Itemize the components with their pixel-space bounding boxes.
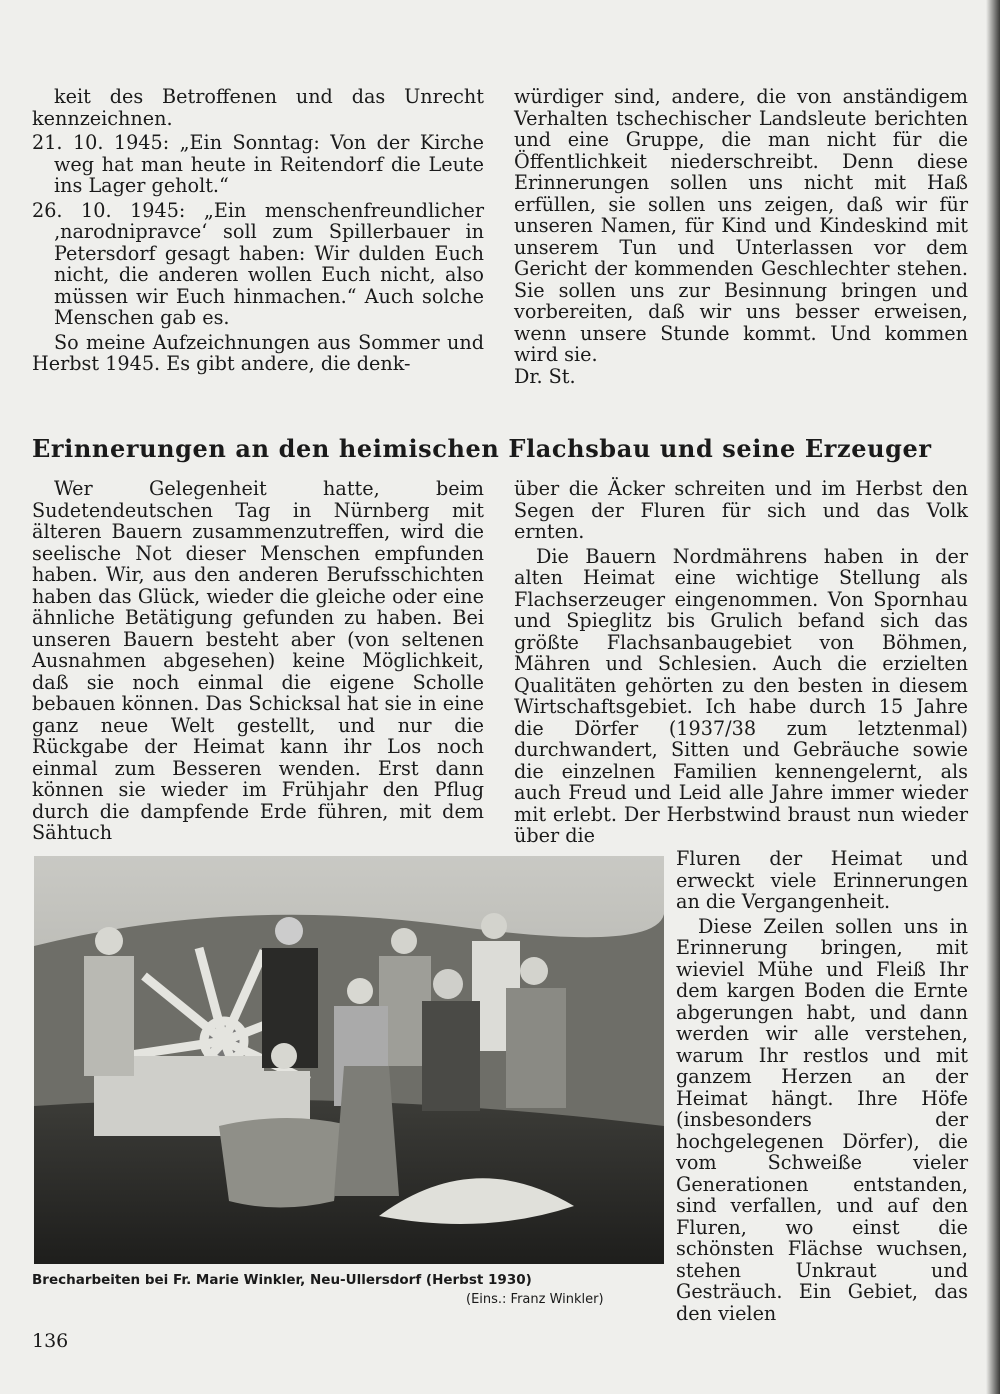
paragraph: Fluren der Heimat und erweckt viele Erinnerungen an die Vergangenheit. bbox=[676, 847, 968, 913]
photo-illustration bbox=[34, 856, 664, 1264]
diary-entry: 21. 10. 1945: „Ein Sonntag: Von der Kirche weg hat man heute in Reitendorf die Leute ins Lager geholt.“ bbox=[32, 131, 484, 197]
paragraph: Die Bauern Nordmährens haben in der alten Heimat eine wichtige Stellung als Flachserzeuger eingenommen. Von Spornhau und Spieglitz bis Grulich befand sich das größte Flachsanbaugebiet von Böhmen, Mähren und Schlesien. Auch die erzielten Qualitäten gehörten zu den besten in diesem Wirtschaftsgebiet. Ich habe durch 15 Jahre die Dörfer (1937/38 zum letztenmal) durchwandert, Sitten und Gebräuche sowie die einzelnen Familien kennengelernt, als auch Freud und Leid alle Jahre immer wieder mit erlebt. Der Herbstwind braust nun wieder über die bbox=[514, 544, 968, 847]
flax-sheaf bbox=[334, 1066, 399, 1196]
author-signature: Dr. St. bbox=[514, 364, 576, 388]
paragraph: So meine Aufzeichnungen aus Sommer und Herbst 1945. Es gibt andere, die denk- bbox=[32, 330, 484, 375]
narrow-right-column bbox=[676, 848, 968, 1324]
bottom-left-column bbox=[32, 478, 484, 844]
paragraph: Wer Gelegenheit hatte, beim Sudetendeutschen Tag in Nürnberg mit älteren Bauern zusammenzutreffen, wird die seelische Not dieser Menschen empfunden haben. Wir, aus den anderen Berufsschichten haben das Glück, wieder die gleiche oder eine ähnliche Betätigung gefunden zu haben. Bei unseren Bauern besteht aber (von seltenen Ausnahmen abgesehen) keine Möglichkeit, daß sie noch einmal die eigene Scholle bebauen können. Das Schicksal hat sie in eine ganz neue Welt gestellt, und nur die Rückgabe der Heimat kann ihr Los noch einmal zum Besseren wenden. Erst dann können sie wieder im Frühjahr den Pflug durch die dampfende Erde führen, mit dem Sähtuch bbox=[32, 477, 484, 844]
bottom-right-column bbox=[514, 478, 968, 847]
diary-entry: 26. 10. 1945: „Ein menschenfreundlicher ‚narodnipravce‘ soll zum Spillerbauer in Petersdorf gesagt haben: Wir dulden Euch nicht, die anderen wollen Euch nicht, also müssen wir Euch hinmachen.“ Auch solche Menschen gab es. bbox=[32, 198, 484, 329]
photo-farmers-flax-breaking bbox=[34, 856, 664, 1264]
basket bbox=[219, 1118, 344, 1208]
paragraph: würdiger sind, andere, die von anständigem Verhalten tschechischer Landsleute berichten und eine Gruppe, die man nicht für die Öffentlichkeit niederschreibt. Denn diese Erinnerungen sollen uns nicht mit Haß erfüllen, sie sollen uns zeigen, daß wir für unseren Namen, für Kind und Kindeskind mit unserem Tun und Unterlassen vor dem Gericht der kommenden Geschlechter stehen. Sie sollen uns zur Besinnung bringen und vorbereiten, daß wir uns besser erweisen, wenn unsere Stunde kommt. Und kommen wird sie. bbox=[514, 85, 968, 366]
paragraph: über die Äcker schreiten und im Herbst den Segen der Fluren für sich und das Volk ernten. bbox=[514, 477, 968, 543]
paragraph: Diese Zeilen sollen uns in Erinnerung bringen, mit wieviel Mühe und Fleiß Ihr dem kargen Boden die Ernte abgerungen habt, und dann werden wir alle verstehen, warum Ihr restlos und mit ganzem Herzen an der Heimat hängt. Ihre Höfe (insbesonders der hochgelegenen Dörfer), die vom Schweiße vieler Generationen entstanden, sind verfallen, und auf den Fluren, wo einst die schönsten Flächse wuchsen, stehen Unkraut und Gesträuch. Ein Gebiet, das den vielen bbox=[676, 914, 968, 1325]
top-right-column bbox=[514, 86, 968, 387]
page-edge-shadow bbox=[986, 0, 1000, 1394]
photo-caption: Brecharbeiten bei Fr. Marie Winkler, Neu-Ullersdorf (Herbst 1930) bbox=[32, 1272, 532, 1288]
paragraph: keit des Betroffenen und das Unrecht kennzeichnen. bbox=[32, 85, 484, 130]
top-left-column bbox=[32, 86, 484, 375]
article-title: Erinnerungen an den heimischen Flachsbau und seine Erzeuger bbox=[32, 434, 932, 463]
photo-credit: (Eins.: Franz Winkler) bbox=[466, 1292, 604, 1307]
page-number: 136 bbox=[32, 1330, 69, 1352]
